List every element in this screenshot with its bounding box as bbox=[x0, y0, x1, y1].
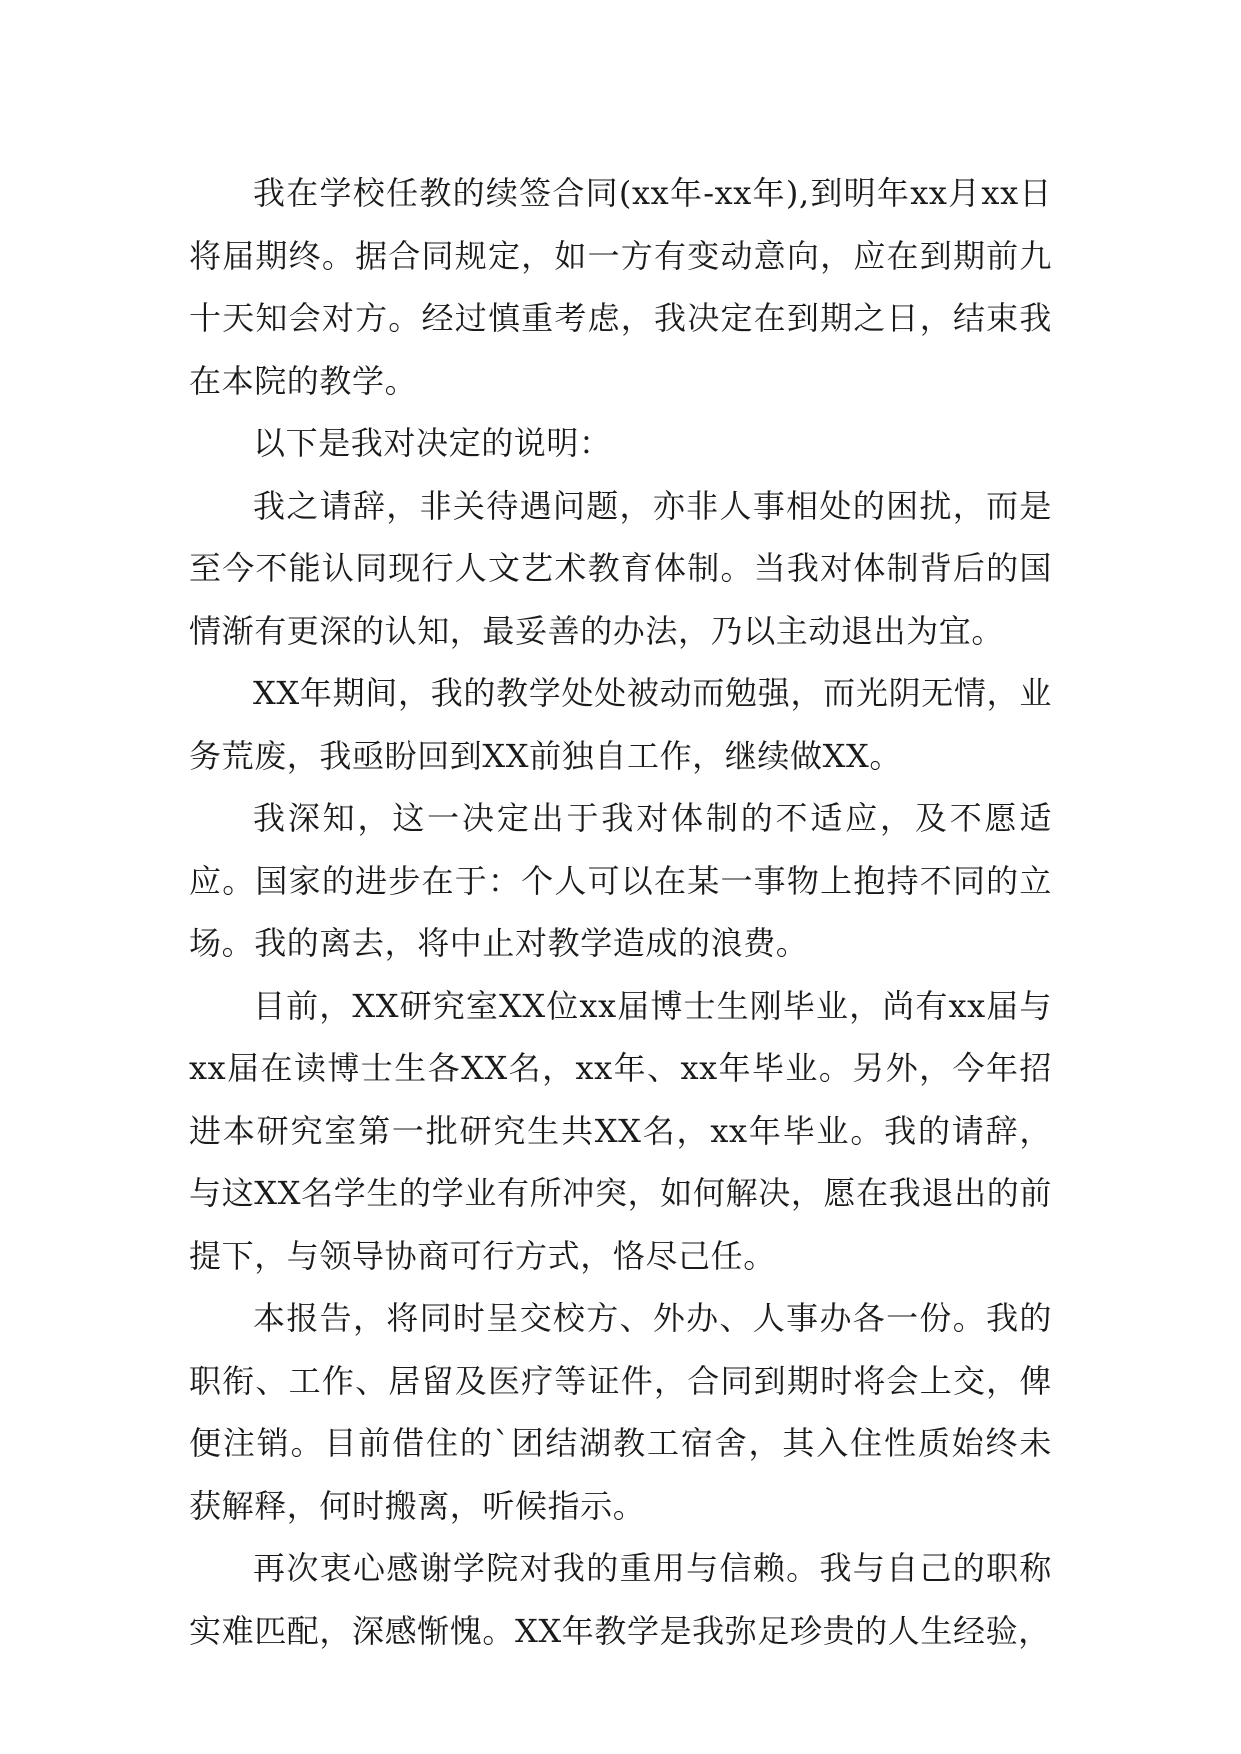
paragraph-report-submission: 本报告，将同时呈交校方、外办、人事办各一份。我的职衔、工作、居留及医疗等证件，合同到期时将会上交，俾便注销。目前借住的`团结湖教工宿舍，其入住性质始终未获解释，何时搬离，听候指示。 bbox=[189, 1299, 1052, 1525]
paragraph-thanks: 再次衷心感谢学院对我的重用与信赖。我与自己的职称实难匹配，深感惭愧。XX年教学是我弥足珍贵的人生经验， bbox=[189, 1549, 1052, 1650]
paragraph-contract-expiry: 我在学校任教的续签合同(xx年-xx年),到明年xx月xx日将届期终。据合同规定，如一方有变动意向，应在到期前九十天知会对方。经过慎重考虑，我决定在到期之日，结束我在本院的教学。 bbox=[189, 174, 1052, 400]
paragraph-students: 目前，XX研究室XX位xx届博士生刚毕业，尚有xx届与xx届在读博士生各XX名，xx年、xx年毕业。另外，今年招进本研究室第一批研究生共XX名，xx年毕业。我的请辞，与这XX名学生的学业有所冲突，如何解决，愿在我退出的前提下，与领导协商可行方式，恪尽己任。 bbox=[189, 986, 1052, 1275]
paragraph-resignation-reason: 我之请辞，非关待遇问题，亦非人事相处的困扰，而是至今不能认同现行人文艺术教育体制。当我对体制背后的国情渐有更深的认知，最妥善的办法，乃以主动退出为宜。 bbox=[189, 486, 1052, 650]
paragraph-explanation-intro: 以下是我对决定的说明： bbox=[253, 424, 612, 462]
paragraph-decision-awareness: 我深知，这一决定出于我对体制的不适应，及不愿适应。国家的进步在于：个人可以在某一事物上抱持不同的立场。我的离去，将中止对教学造成的浪费。 bbox=[189, 799, 1052, 962]
paragraph-teaching-period: XX年期间，我的教学处处被动而勉强，而光阴无情，业务荒废，我亟盼回到XX前独自工作，继续做XX。 bbox=[189, 674, 1052, 775]
